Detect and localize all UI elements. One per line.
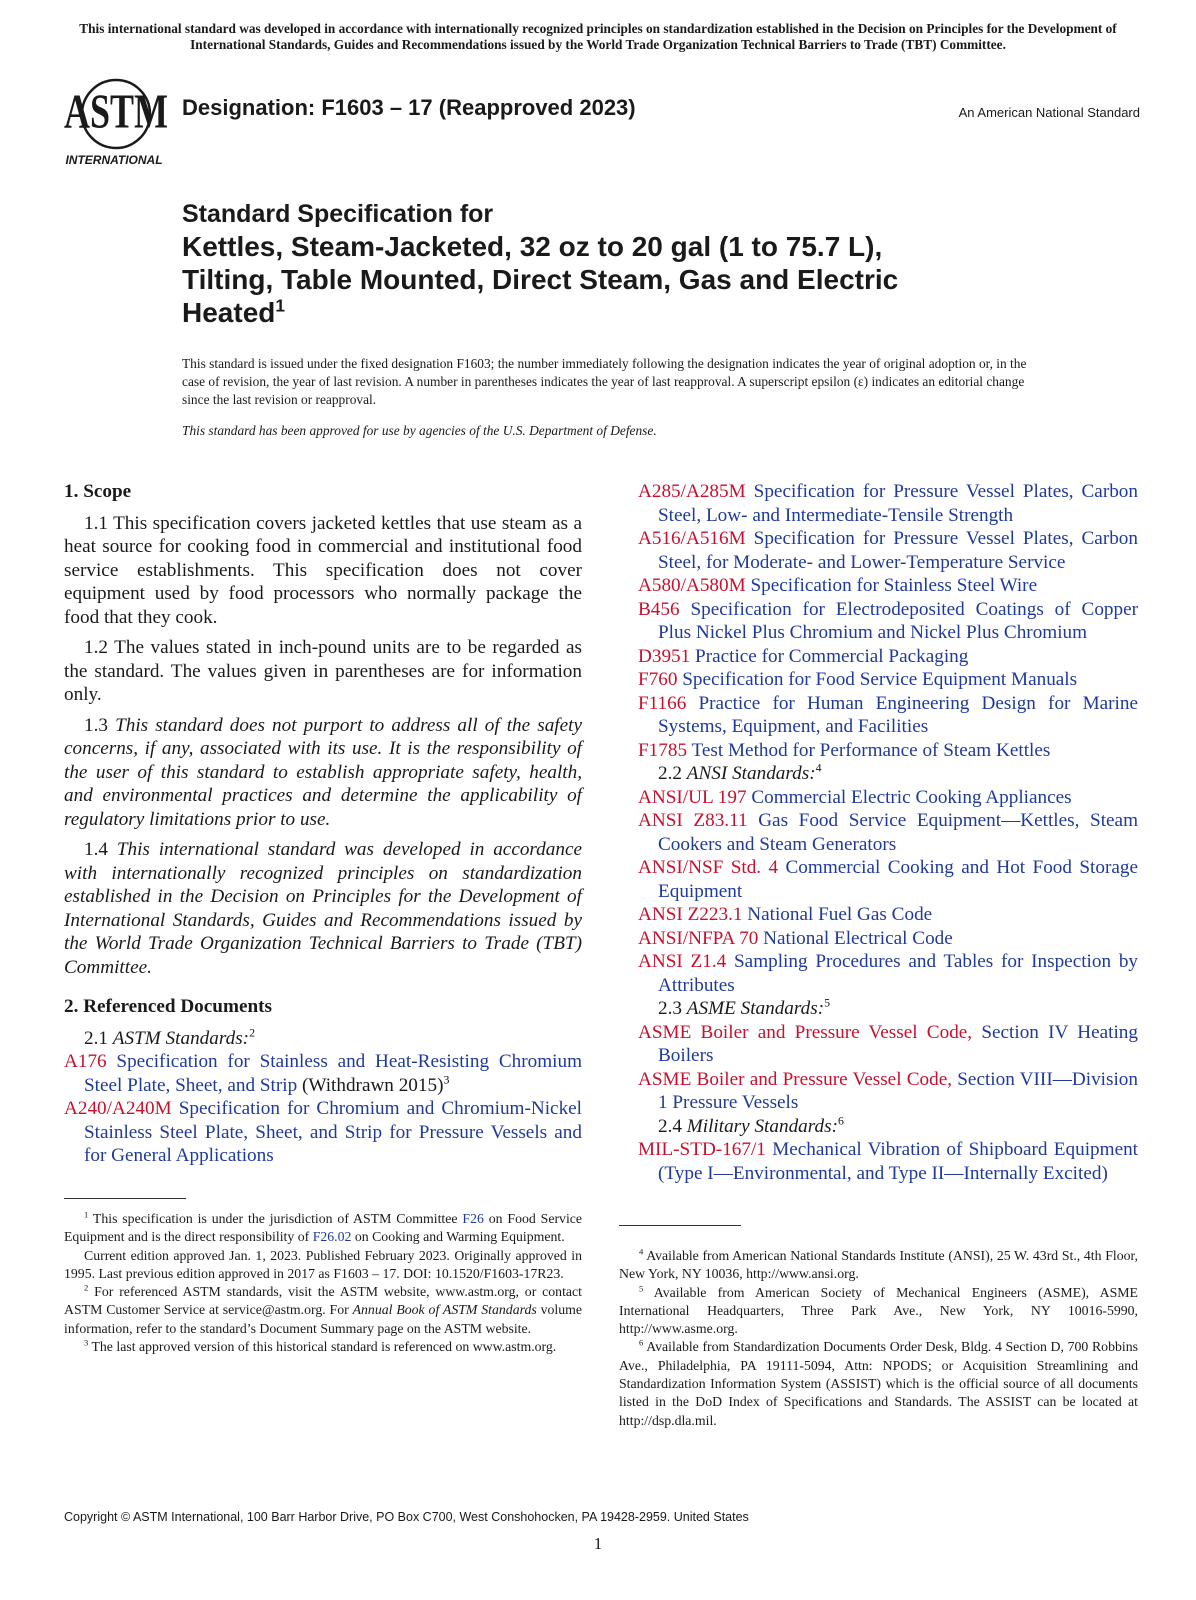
reference-item xyxy=(638,645,1138,669)
logo-letters: ASTM xyxy=(64,85,168,139)
left-column xyxy=(64,480,582,1168)
reference-title-link[interactable]: Commercial Electric Cooking Appliances xyxy=(751,786,1072,808)
footnote-5-mark: 5 xyxy=(639,1283,644,1293)
reference-status: (Withdrawn 2015) xyxy=(297,1074,444,1096)
para-1-4 xyxy=(64,838,582,979)
reference-title-link[interactable]: Specification for Pressure Vessel Plates, Carbon Steel, for Moderate- and Lower-Temperature Service xyxy=(658,528,1138,573)
document-title xyxy=(182,198,1042,329)
footnote-2-text-a: For referenced ASTM standards, visit the ASTM website, www.astm.org, or contact ASTM Customer Service at service@astm.org. For xyxy=(64,1284,582,1318)
reference-item xyxy=(638,574,1138,598)
footnotes-left xyxy=(64,1210,582,1356)
referenced-documents-heading: 2. Referenced Documents xyxy=(64,996,272,1017)
subsection-2-2 xyxy=(638,762,1138,786)
military-standards-list xyxy=(638,1138,1138,1185)
reference-code-link[interactable]: ANSI Z83.11 xyxy=(638,810,748,831)
footnote-1-text-b: on Food Service Equipment and is the direct responsibility of xyxy=(64,1211,583,1245)
reference-item xyxy=(638,739,1138,763)
reference-code-link[interactable]: ANSI/NFPA 70 xyxy=(638,927,759,949)
footnote-4-text: Available from American National Standards Institute (ANSI), 25 W. 43rd St., 4th Floor, New York, NY 10036, http://www.ansi.org. xyxy=(619,1248,1138,1282)
reference-code-link[interactable]: ANSI/UL 197 xyxy=(638,786,747,808)
international-standard-notice: This international standard was developed in accordance with internationally recognized principles on standardization established in the Decision on Principles for the Development of International Standards, Guides and Recommendations issued by the World Trade Organization Technical Barriers to Trade (TBT) Committee. xyxy=(79,21,1117,52)
title-footnote-mark: 1 xyxy=(275,295,286,316)
reference-code-link[interactable]: A580/A580M xyxy=(638,575,746,596)
reference-item xyxy=(638,692,1138,739)
reference-code-link[interactable]: F1166 xyxy=(638,692,687,714)
footnotes-right xyxy=(619,1247,1138,1430)
reference-code-link[interactable]: ASME Boiler and Pressure Vessel Code, xyxy=(638,1068,953,1090)
footnote-mark-5: 5 xyxy=(824,995,831,1010)
para-1-3 xyxy=(64,714,582,832)
footnote-2-book-title: Annual Book of ASTM Standards xyxy=(352,1302,537,1318)
subsection-2-3-title: ASME Standards: xyxy=(686,998,825,1019)
reference-code-link[interactable]: ASME Boiler and Pressure Vessel Code, xyxy=(638,1021,973,1043)
reference-code-link[interactable]: A176 xyxy=(64,1051,107,1072)
reference-item xyxy=(638,903,1138,927)
subsection-2-1-number: 2.1 xyxy=(84,1027,108,1049)
reference-item xyxy=(638,1138,1138,1185)
reference-code-link[interactable]: ANSI Z223.1 xyxy=(638,904,743,925)
reference-code-link[interactable]: ANSI Z1.4 xyxy=(638,951,727,972)
reference-title-link[interactable]: Practice for Commercial Packaging xyxy=(695,645,969,667)
reference-item xyxy=(638,1021,1138,1068)
reference-item xyxy=(638,950,1138,997)
footnote-4-mark: 4 xyxy=(639,1246,644,1257)
committee-f26-link[interactable]: F26 xyxy=(462,1211,484,1226)
reference-title-link[interactable]: Specification for Stainless and Heat-Resisting Chromium Steel Plate, Sheet, and Strip xyxy=(84,1051,582,1096)
footnote-4 xyxy=(619,1247,1138,1284)
logo-caption: INTERNATIONAL xyxy=(65,153,163,167)
reference-item xyxy=(638,1068,1138,1115)
footnote-divider-right xyxy=(619,1225,741,1226)
para-1-3-number: 1.3 xyxy=(84,714,108,736)
reference-item xyxy=(64,1097,582,1168)
footnote-2-mark: 2 xyxy=(84,1282,89,1293)
para-1-2: 1.2 The values stated in inch-pound units are to be regarded as the standard. The values given in parentheses are for information only. xyxy=(64,637,582,705)
reference-code-link[interactable]: D3951 xyxy=(638,645,691,667)
footnote-1-text-a: This specification is under the jurisdiction of ASTM Committee xyxy=(92,1211,458,1226)
reference-item xyxy=(638,786,1138,810)
dod-approval-note: This standard has been approved for use by agencies of the U.S. Department of Defense. xyxy=(182,423,657,438)
scope-heading: 1. Scope xyxy=(64,481,132,502)
footnote-mark-4: 4 xyxy=(815,760,822,775)
subsection-2-4-title: Military Standards: xyxy=(686,1115,838,1137)
reference-item xyxy=(638,927,1138,951)
page-number: 1 xyxy=(593,1534,603,1553)
reference-code-link[interactable]: A240/A240M xyxy=(64,1098,172,1119)
footnote-3-mark: 3 xyxy=(84,1337,89,1348)
ansi-standards-list xyxy=(638,786,1138,998)
reference-item xyxy=(638,668,1138,692)
reference-code-link[interactable]: MIL-STD-167/1 xyxy=(638,1139,766,1160)
asme-standards-list xyxy=(638,1021,1138,1115)
footnote-mark-2: 2 xyxy=(249,1025,256,1040)
reference-item xyxy=(638,809,1138,856)
reference-item xyxy=(638,527,1138,574)
subsection-2-2-number: 2.2 xyxy=(658,763,682,784)
subsection-2-4-number: 2.4 xyxy=(658,1115,682,1137)
footnote-6-mark: 6 xyxy=(639,1337,644,1348)
footnote-2 xyxy=(64,1283,582,1338)
reference-title-link[interactable]: Sampling Procedures and Tables for Inspection by Attributes xyxy=(658,951,1139,996)
para-1-3-text: This standard does not purport to address all of the safety concerns, if any, associated with its use. It is the responsibility of the user of this standard to establish appropriate safety, health, and environmental practices and determine the applicability of regulatory limitations prior to use. xyxy=(64,714,583,830)
footnote-6 xyxy=(619,1338,1138,1429)
reference-title-link[interactable]: Specification for Food Service Equipment Manuals xyxy=(682,669,1078,690)
designation: Designation: F1603 – 17 (Reapproved 2023) xyxy=(182,95,636,120)
reference-title-link[interactable]: National Fuel Gas Code xyxy=(747,904,933,925)
reference-title-link[interactable]: Specification for Pressure Vessel Plates, Carbon Steel, Low- and Intermediate-Tensile Strength xyxy=(658,481,1138,526)
title-line-4: Heated xyxy=(182,297,276,328)
footnote-5 xyxy=(619,1284,1138,1339)
para-1-1: 1.1 This specification covers jacketed kettles that use steam as a heat source for cooking food in commercial and institutional food service establishments. This specification does not cover equipment used by food processors who normally package the food that they cook. xyxy=(64,512,582,628)
subcommittee-f26-02-link[interactable]: F26.02 xyxy=(312,1229,352,1245)
reference-item xyxy=(638,598,1138,645)
reference-title-link[interactable]: Commercial Cooking and Hot Food Storage Equipment xyxy=(658,857,1138,902)
astm-standards-list-right xyxy=(638,480,1138,762)
reference-code-link[interactable]: A516/A516M xyxy=(638,528,746,549)
reference-title-link[interactable]: Mechanical Vibration of Shipboard Equipment (Type I—Environmental, and Type II—Internally Excited) xyxy=(658,1139,1139,1184)
reference-item xyxy=(638,856,1138,903)
reference-title-link[interactable]: Gas Food Service Equipment—Kettles, Steam Cookers and Steam Generators xyxy=(658,810,1138,855)
reference-code-link[interactable]: A285/A285M xyxy=(638,481,746,502)
subsection-2-1 xyxy=(64,1027,582,1051)
reference-item xyxy=(64,1050,582,1097)
footnote-mark-6: 6 xyxy=(837,1113,844,1128)
para-1-4-text: This international standard was developed in accordance with internationally recognized principles on standardization established in the Decision on Principles for the Development of International Standards, Guides and Recommendations issued by the World Trade Organization Technical Barriers to Trade (TBT) Committee. xyxy=(64,839,582,978)
footnote-1-edition: Current edition approved Jan. 1, 2023. Published February 2023. Originally approved in 1995. Last previous edition approved in 2017 as F1603 – 17. DOI: 10.1520/F1603-17R23. xyxy=(64,1247,582,1281)
footnote-1-mark: 1 xyxy=(84,1209,89,1220)
footnote-3 xyxy=(64,1338,582,1356)
american-national-standard-label: An American National Standard xyxy=(958,105,1140,120)
reference-title-link[interactable]: Specification for Stainless Steel Wire xyxy=(750,575,1038,596)
title-line-2: Kettles, Steam-Jacketed, 32 oz to 20 gal (1 to 75.7 L), xyxy=(182,231,883,262)
subsection-2-1-title: ASTM Standards: xyxy=(112,1027,250,1049)
subsection-2-2-title: ANSI Standards: xyxy=(686,763,816,784)
reference-code-link[interactable]: F1785 xyxy=(638,739,688,761)
title-line-3: Tilting, Table Mounted, Direct Steam, Gas and Electric xyxy=(182,264,899,295)
reference-title-link[interactable]: Specification for Chromium and Chromium-Nickel Stainless Steel Plate, Sheet, and Strip for Pressure Vessels and for General Applications xyxy=(84,1098,583,1166)
subsection-2-3 xyxy=(638,997,1138,1021)
astm-logo xyxy=(64,72,168,168)
reference-title-link[interactable]: Specification for Electrodeposited Coatings of Copper Plus Nickel Plus Chromium and Nickel Plus Chromium xyxy=(658,598,1139,643)
right-column xyxy=(638,480,1138,1185)
footnote-3-text: The last approved version of this historical standard is referenced on www.astm.org. xyxy=(91,1339,557,1355)
copyright-notice: Copyright © ASTM International, 100 Barr Harbor Drive, PO Box C700, West Conshohocken, PA 19428-2959. United States xyxy=(64,1510,749,1524)
footnote-5-text: Available from American Society of Mechanical Engineers (ASME), ASME International Headquarters, Three Park Ave., New York, NY 10016-5990, http://www.asme.org. xyxy=(619,1284,1138,1337)
reference-item xyxy=(638,480,1138,527)
para-1-4-number: 1.4 xyxy=(84,839,108,860)
title-line-1: Standard Specification for xyxy=(182,200,494,228)
footnote-2-text-b: volume information, refer to the standard’s Document Summary page on the ASTM website. xyxy=(64,1302,582,1336)
footnote-6-text: Available from Standardization Documents Order Desk, Bldg. 4 Section D, 700 Robbins Ave., Philadelphia, PA 19111-5094, Attn: NPODS; or Acquisition Streamlining and Standardization Information System (ASSIST) which is the official source of all documents listed in the DoD Index of Specifications and Standards. The ASSIST can be located at http://dsp.dla.mil. xyxy=(619,1339,1138,1428)
astm-standards-list-left xyxy=(64,1050,582,1168)
subsection-2-4 xyxy=(638,1115,1138,1139)
footnote-1 xyxy=(64,1210,582,1247)
reference-code-link[interactable]: ANSI/NSF Std. 4 xyxy=(638,857,779,878)
reference-code-link[interactable]: B456 xyxy=(638,598,680,620)
subsection-2-3-number: 2.3 xyxy=(658,998,682,1019)
footnote-1-text-c: on Cooking and Warming Equipment. xyxy=(354,1229,565,1245)
reference-footnote-mark: 3 xyxy=(443,1072,450,1087)
fixed-designation-note: This standard is issued under the fixed designation F1603; the number immediately following the designation indicates the year of original adoption or, in the case of revision, the year of last revision. A number in parentheses indicates the year of last reapproval. A superscript epsilon (ε) indicates an editorial change since the last revision or reapproval. xyxy=(182,356,1027,407)
reference-title-link[interactable]: Test Method for Performance of Steam Kettles xyxy=(691,739,1051,761)
reference-title-link[interactable]: Practice for Human Engineering Design for Marine Systems, Equipment, and Facilities xyxy=(658,692,1138,737)
reference-title-link[interactable]: National Electrical Code xyxy=(763,927,953,949)
reference-title-link[interactable]: Section VIII—Division 1 Pressure Vessels xyxy=(658,1068,1138,1113)
reference-title-link[interactable]: Section IV Heating Boilers xyxy=(658,1021,1138,1066)
footnote-divider-left xyxy=(64,1198,186,1199)
reference-code-link[interactable]: F760 xyxy=(638,669,678,690)
